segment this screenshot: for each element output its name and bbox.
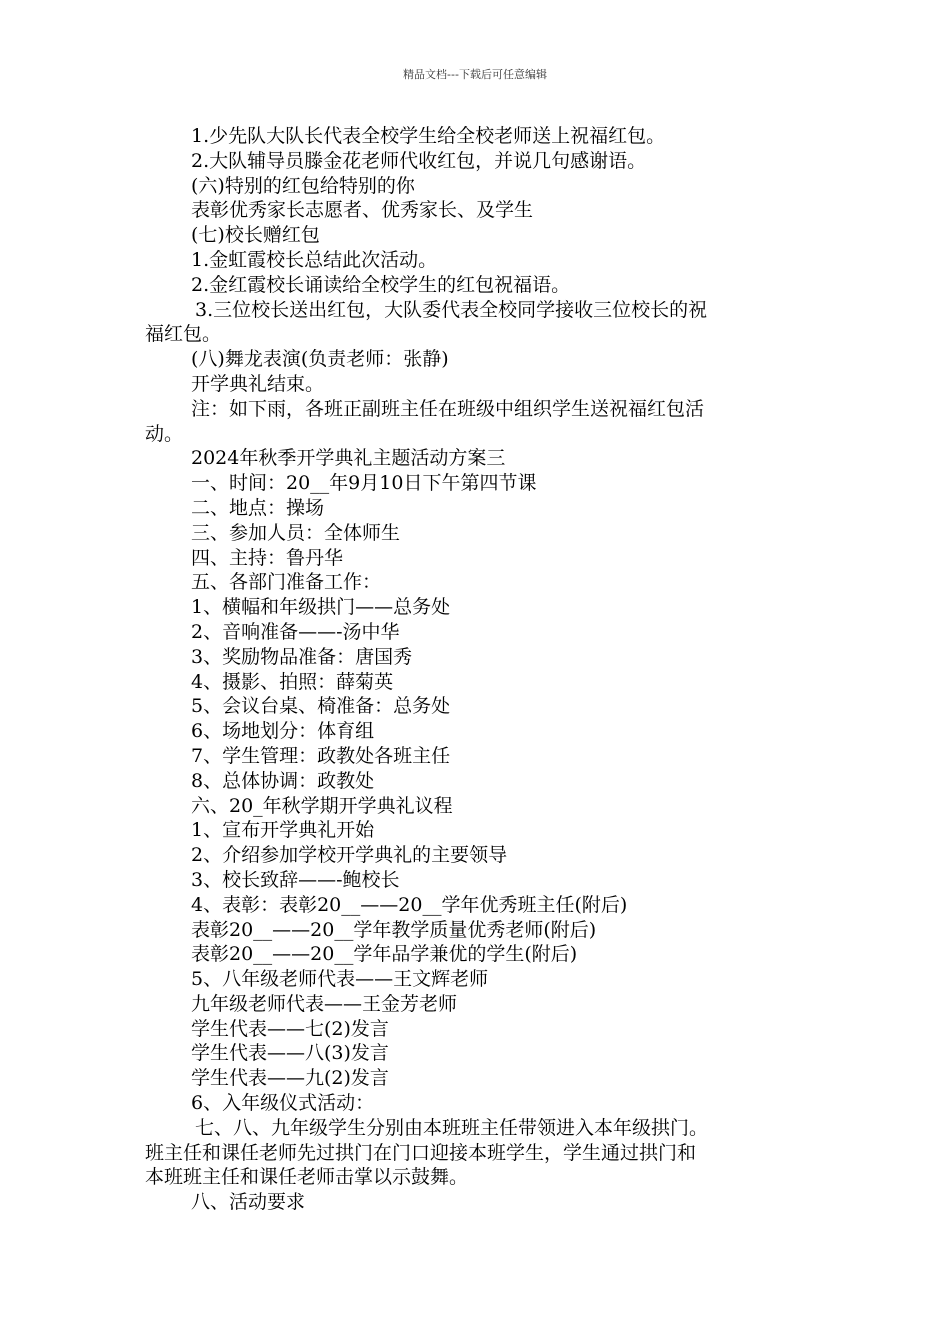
text-line: 表彰优秀家长志愿者、优秀家长、及学生 [191, 199, 534, 222]
text-line: 一、时间：20__年9月10日下午第四节课 [191, 472, 537, 495]
text-line: 四、主持：鲁丹华 [191, 546, 344, 569]
text-line: 6、入年级仪式活动： [191, 1092, 375, 1115]
text-line: 注：如下雨，各班正副班主任在班级中组织学生送祝福红包活 [191, 397, 705, 420]
text-line: 学生代表——九(2)发言 [191, 1067, 389, 1090]
text-line: 5、会议台桌、椅准备：总务处 [191, 695, 451, 718]
text-line: 2、介绍参加学校开学典礼的主要领导 [191, 844, 508, 867]
text-line: 3、校长致辞——-鲍校长 [191, 868, 400, 891]
text-line: 六、20_年秋学期开学典礼议程 [191, 794, 453, 817]
text-line: 本班班主任和课任老师击掌以示鼓舞。 [145, 1166, 469, 1189]
text-line: 8、总体协调：政教处 [191, 769, 375, 792]
text-line: 表彰20__——20__学年教学质量优秀老师(附后) [191, 918, 597, 941]
text-line: 2、音响准备——-汤中华 [191, 620, 400, 643]
text-line: 1.金虹霞校长总结此次活动。 [191, 248, 438, 271]
text-line: 1、宣布开学典礼开始 [191, 819, 375, 842]
text-line: 3.三位校长送出红包，大队委代表全校同学接收三位校长的祝 [195, 298, 708, 321]
text-line: 5、八年级老师代表——王文辉老师 [191, 968, 489, 991]
text-line: 八、活动要求 [191, 1191, 306, 1214]
text-line: 班主任和课任老师先过拱门在门口迎接本班学生，学生通过拱门和 [145, 1141, 697, 1164]
text-line: 二、地点：操场 [191, 496, 325, 519]
text-line: 学生代表——八(3)发言 [191, 1042, 389, 1065]
text-line: 2.金红霞校长诵读给全校学生的红包祝福语。 [191, 273, 571, 296]
text-line: 七、八、九年级学生分别由本班班主任带领进入本年级拱门。 [195, 1116, 709, 1139]
text-line: 3、奖励物品准备：唐国秀 [191, 645, 413, 668]
text-line: 4、表彰：表彰20__——20__学年优秀班主任(附后) [191, 893, 628, 916]
text-line: (六)特别的红包给特别的你 [191, 174, 415, 197]
text-line: 九年级老师代表——王金芳老师 [191, 992, 458, 1015]
text-line: 动。 [145, 422, 184, 445]
text-line: 6、场地划分：体育组 [191, 720, 375, 743]
text-line: (七)校长赠红包 [191, 224, 320, 247]
text-line: 2024年秋季开学典礼主题活动方案三 [191, 447, 506, 470]
text-line: 2.大队辅导员滕金花老师代收红包，并说几句感谢语。 [191, 149, 647, 172]
text-line: 1、横幅和年级拱门——总务处 [191, 596, 451, 619]
text-line: 4、摄影、拍照：薛菊英 [191, 670, 394, 693]
document-body [145, 124, 811, 1215]
text-line: 学生代表——七(2)发言 [191, 1017, 389, 1040]
page-header: 精品文档---下载后可任意编辑 [403, 68, 547, 81]
text-line: 开学典礼结束。 [191, 372, 325, 395]
text-line: 三、参加人员：全体师生 [191, 521, 401, 544]
text-line: (八)舞龙表演(负责老师：张静) [191, 348, 449, 371]
text-line: 五、各部门准备工作： [191, 571, 382, 594]
text-line: 1.少先队大队长代表全校学生给全校老师送上祝福红包。 [191, 125, 666, 147]
text-line: 福红包。 [145, 323, 222, 346]
text-line: 7、学生管理：政教处各班主任 [191, 744, 451, 767]
text-line: 表彰20__——20__学年品学兼优的学生(附后) [191, 943, 578, 966]
